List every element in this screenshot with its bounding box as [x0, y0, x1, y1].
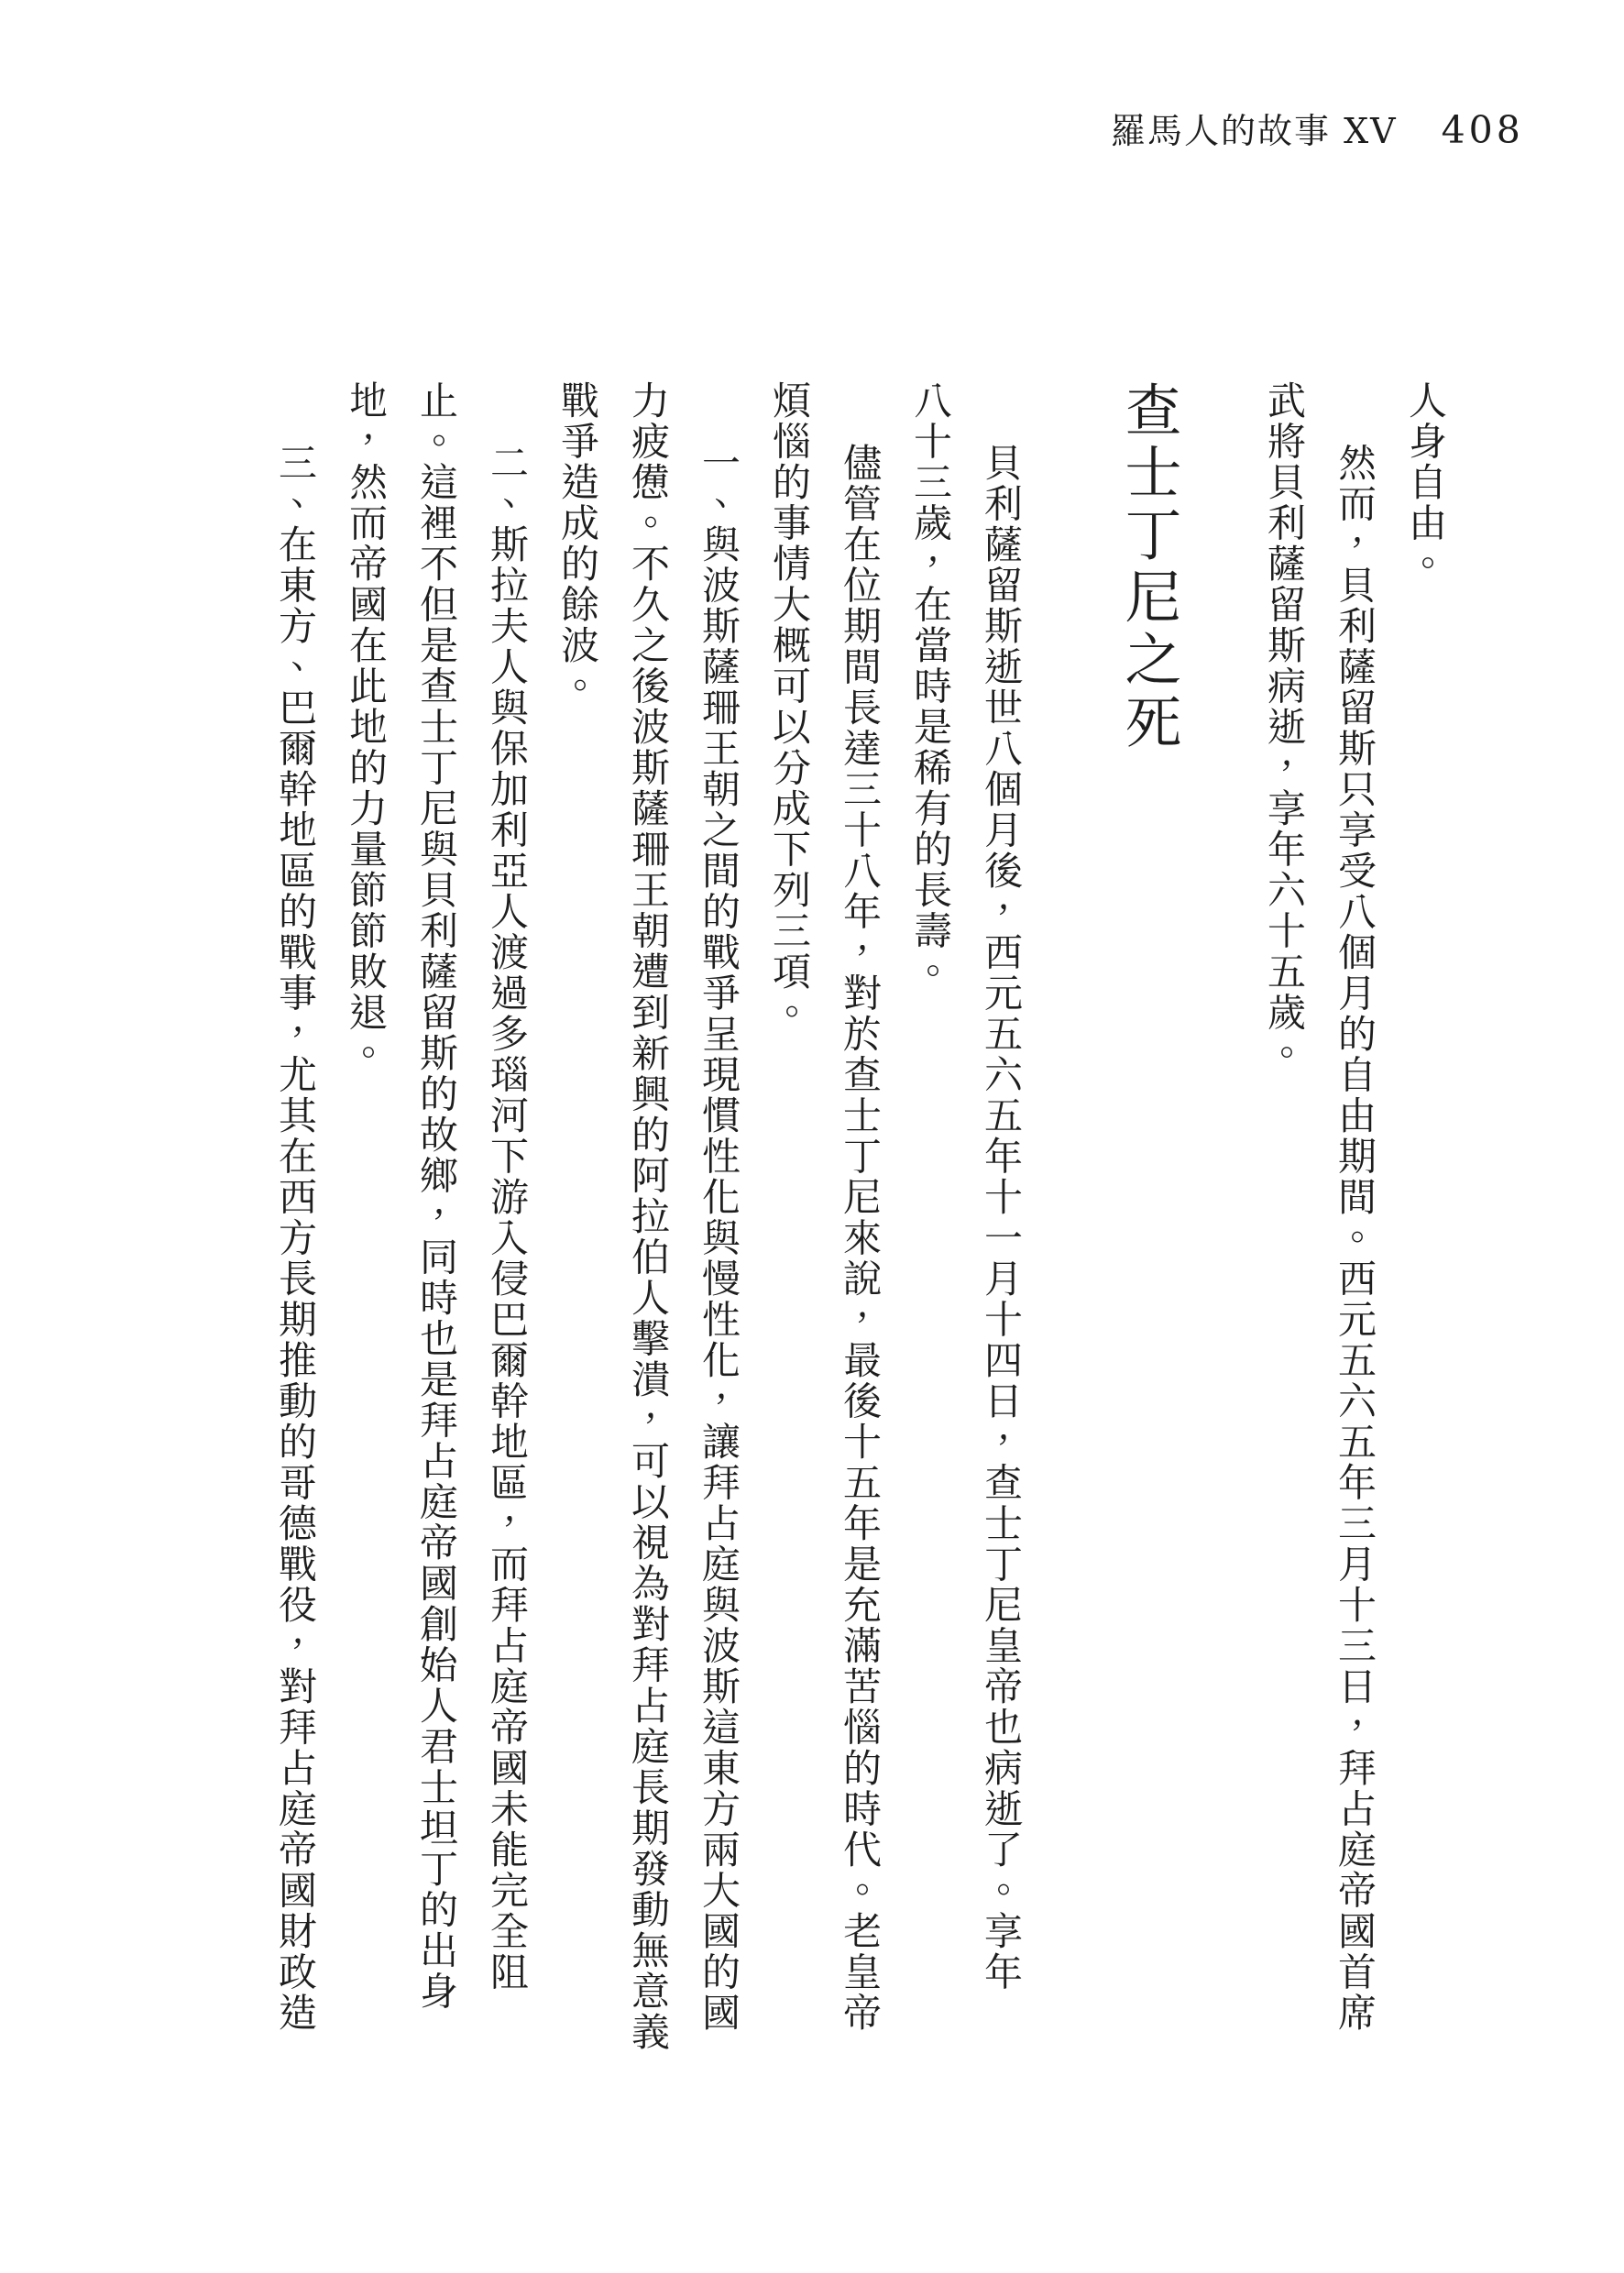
text-column: 人身自由。: [1403, 380, 1448, 585]
text-column: 力疲憊。不久之後波斯薩珊王朝遭到新興的阿拉伯人擊潰，可以視為對拜占庭長期發動無意義: [626, 380, 671, 2053]
text-columns: [246, 380, 1446, 2062]
text-column: 然而，貝利薩留斯只享受八個月的自由期間。西元五六五年三月十三日，拜占庭帝國首席: [1333, 443, 1377, 2034]
text-column: 八十三歲，在當時是稀有的長壽。: [908, 380, 953, 993]
text-column: 三、在東方、巴爾幹地區的戰事，尤其在西方長期推動的哥德戰役，對拜占庭帝國財政造: [273, 443, 318, 2034]
section-title: 查士丁尼之死: [1115, 380, 1182, 754]
text-column: 二、斯拉夫人與保加利亞人渡過多瑙河下游入侵巴爾幹地區，而拜占庭帝國未能完全阻: [485, 443, 530, 1993]
book-title: 羅馬人的故事 XV: [1111, 111, 1398, 151]
text-column: 煩惱的事情大概可以分成下列三項。: [767, 380, 812, 1033]
page-number: 408: [1441, 108, 1524, 152]
text-column: 止。這裡不但是查士丁尼與貝利薩留斯的故鄉，同時也是拜占庭帝國創始人君士坦丁的出身: [414, 380, 459, 2012]
text-column: 戰爭造成的餘波。: [555, 380, 600, 707]
text-column: 一、與波斯薩珊王朝之間的戰爭呈現慣性化與慢性化，讓拜占庭與波斯這東方兩大國的國: [697, 443, 741, 2034]
text-column: 儘管在位期間長達三十八年，對於查士丁尼來說，最後十五年是充滿苦惱的時代。老皇帝: [838, 443, 883, 2034]
text-column: 地，然而帝國在此地的力量節節敗退。: [344, 380, 389, 1074]
page-header: [1111, 103, 1524, 153]
text-column: 武將貝利薩留斯病逝，享年六十五歲。: [1262, 380, 1307, 1074]
text-column: 貝利薩留斯逝世八個月後，西元五六五年十一月十四日，查士丁尼皇帝也病逝了。享年: [979, 443, 1024, 1993]
